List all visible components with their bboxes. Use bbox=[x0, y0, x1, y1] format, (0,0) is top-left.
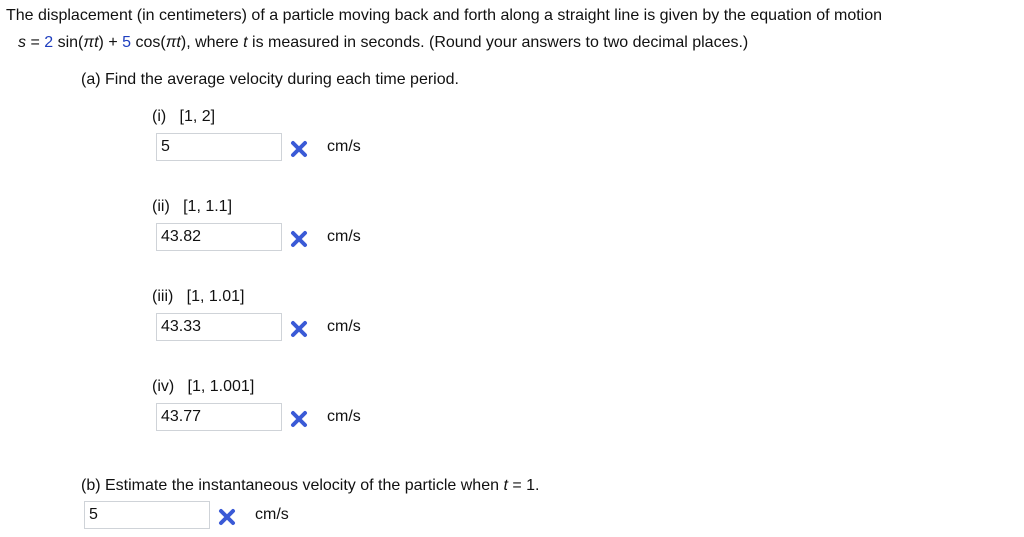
part-a-i-label: (i) [1, 2] bbox=[152, 108, 216, 125]
part-a-prompt: (a) Find the average velocity during each time period. bbox=[81, 71, 459, 88]
problem-intro-text: The displacement (in centimeters) of a particle moving back and forth along a straight line is given by the equation of motion bbox=[6, 7, 883, 24]
part-b-answer-input[interactable] bbox=[84, 501, 210, 529]
x-mark-icon bbox=[290, 410, 308, 428]
eq-pi-t-1: πt bbox=[83, 34, 99, 51]
part-a-iii-answer-input[interactable] bbox=[156, 313, 282, 341]
part-a-iii-unit: cm/s bbox=[327, 318, 361, 335]
part-a-i-unit: cm/s bbox=[327, 138, 361, 155]
part-b-prompt-t: t bbox=[503, 477, 508, 494]
part-a-i-answer-row bbox=[156, 133, 376, 163]
eq-t: t bbox=[243, 34, 248, 51]
eq-coefficient-2: 5 bbox=[122, 34, 132, 51]
eq-equals: = bbox=[26, 34, 45, 51]
part-a-iv-answer-row bbox=[156, 403, 376, 433]
part-a-ii-answer-input[interactable] bbox=[156, 223, 282, 251]
problem-intro bbox=[6, 6, 882, 26]
eq-sin: sin( bbox=[53, 34, 84, 51]
eq-mid: ) + bbox=[98, 34, 123, 51]
part-a-iii-answer-row bbox=[156, 313, 376, 343]
x-mark-icon bbox=[290, 140, 308, 158]
eq-s: s bbox=[18, 34, 26, 51]
part-a-ii-answer-row bbox=[156, 223, 376, 253]
equation-line bbox=[18, 33, 748, 53]
part-a-iv-label: (iv) [1, 1.001] bbox=[152, 378, 255, 395]
eq-tail: is measured in seconds. (Round your answers to two decimal places.) bbox=[247, 34, 749, 51]
part-a-iv-unit: cm/s bbox=[327, 408, 361, 425]
part-b-prompt-pre: (b) Estimate the instantaneous velocity of the particle when bbox=[81, 477, 504, 494]
x-mark-icon bbox=[290, 230, 308, 248]
eq-cos: cos( bbox=[131, 34, 166, 51]
x-mark-icon bbox=[290, 320, 308, 338]
part-a-ii-label: (ii) [1, 1.1] bbox=[152, 198, 233, 215]
eq-close: ), where bbox=[180, 34, 244, 51]
eq-pi-t-2: πt bbox=[165, 34, 181, 51]
part-b-unit: cm/s bbox=[255, 506, 289, 523]
part-a-ii-unit: cm/s bbox=[327, 228, 361, 245]
part-a-i-answer-input[interactable] bbox=[156, 133, 282, 161]
part-a-iii-label: (iii) [1, 1.01] bbox=[152, 288, 245, 305]
part-b-prompt-post: = 1. bbox=[507, 477, 540, 494]
eq-coefficient-1: 2 bbox=[44, 34, 54, 51]
part-b-prompt bbox=[81, 476, 539, 496]
part-a-iv-answer-input[interactable] bbox=[156, 403, 282, 431]
part-b-answer-row bbox=[84, 501, 314, 531]
x-mark-icon bbox=[218, 508, 236, 526]
